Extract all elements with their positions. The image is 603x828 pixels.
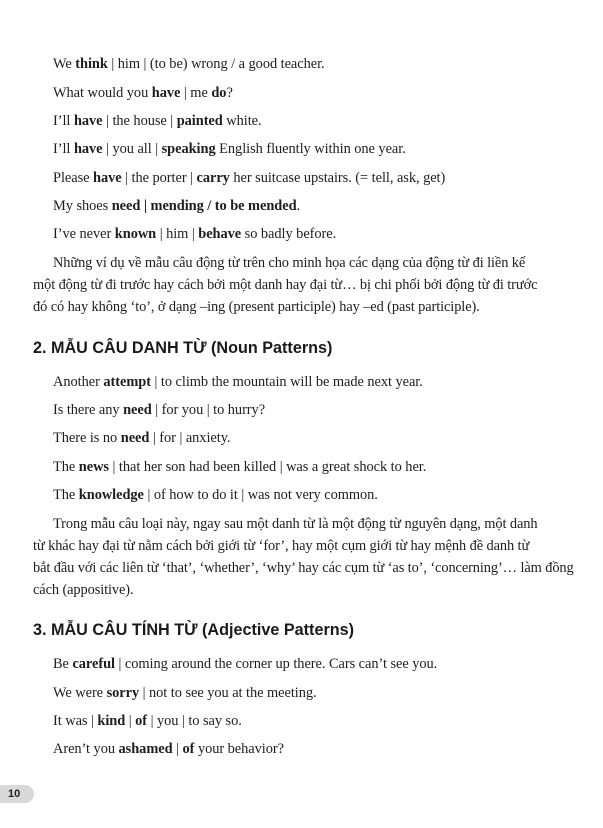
- keyword-text: have: [73, 113, 103, 129]
- example-text: |: [172, 741, 183, 757]
- paragraph-line: Những ví dụ về mẫu câu động từ trên cho minh họa các dạng của động từ đi liền kế: [53, 255, 526, 271]
- noun-example: [53, 401, 265, 419]
- keyword-text: need | mending / to be mended: [111, 198, 297, 214]
- example-text: I’ll: [53, 113, 74, 129]
- keyword-text: speaking: [161, 141, 216, 157]
- example-text: We were: [53, 685, 107, 701]
- keyword-text: carry: [196, 170, 230, 186]
- paragraph-line: một động từ đi trước hay cách bởi một danh hay đại từ… bị chi phối bởi động từ đi trước: [33, 277, 538, 293]
- keyword-text: careful: [72, 656, 115, 672]
- keyword-text: attempt: [103, 374, 151, 390]
- example-text: your behavior?: [194, 741, 284, 757]
- example-text: | you | to say so.: [147, 713, 242, 729]
- verb-example: [53, 225, 336, 243]
- example-text: her suitcase upstairs. (= tell, ask, get): [229, 170, 446, 186]
- paragraph-line: bắt đầu với các liên từ ‘that’, ‘whether’, ‘why’ hay các cụm từ ‘as to’, ‘concerning’… làm đồng: [33, 560, 574, 576]
- verb-example: [53, 197, 300, 215]
- keyword-text: of: [182, 741, 195, 757]
- example-text: There is no: [53, 430, 121, 446]
- keyword-text: sorry: [106, 685, 140, 701]
- paragraph-line: đó có hay không ‘to’, ở dạng –ing (present participle) hay –ed (past participle).: [33, 299, 480, 315]
- example-text: | that her son had been killed | was a great shock to her.: [108, 459, 427, 475]
- example-text: Another: [53, 374, 104, 390]
- example-text: | of how to do it | was not very common.: [143, 487, 378, 503]
- example-text: The: [53, 459, 79, 475]
- example-text: My shoes: [53, 198, 112, 214]
- example-text: The: [53, 487, 79, 503]
- verb-example: [53, 84, 233, 102]
- section-heading-adjective-patterns: 3. MẪU CÂU TÍNH TỪ (Adjective Patterns): [33, 621, 355, 639]
- keyword-text: think: [75, 56, 108, 72]
- adjective-example: [53, 712, 242, 730]
- example-text: | him |: [156, 226, 199, 242]
- noun-example: [53, 458, 426, 476]
- verb-example: [53, 169, 445, 187]
- verb-example: [53, 112, 262, 130]
- keyword-text: painted: [176, 113, 223, 129]
- example-text: | for | anxiety.: [149, 430, 231, 446]
- keyword-text: behave: [198, 226, 242, 242]
- example-text: |: [125, 713, 136, 729]
- example-text: ?: [226, 85, 233, 101]
- paragraph-line: cách (appositive).: [33, 582, 134, 598]
- example-text: It was |: [53, 713, 98, 729]
- noun-example: [53, 429, 230, 447]
- example-text: | the house |: [102, 113, 177, 129]
- adjective-example: [53, 740, 284, 758]
- example-text: so badly before.: [241, 226, 337, 242]
- example-text: | not to see you at the meeting.: [139, 685, 317, 701]
- example-text: Please: [53, 170, 94, 186]
- example-text: | me: [180, 85, 212, 101]
- example-text: We: [53, 56, 76, 72]
- verb-example: [53, 55, 325, 73]
- example-text: Be: [53, 656, 73, 672]
- example-text: | the porter |: [121, 170, 197, 186]
- example-text: What would you: [53, 85, 152, 101]
- keyword-text: known: [114, 226, 157, 242]
- noun-pattern-note: [33, 513, 574, 601]
- example-text: Aren’t you: [53, 741, 119, 757]
- keyword-text: knowledge: [78, 487, 144, 503]
- page-number-tab: [0, 785, 34, 803]
- adjective-example: [53, 684, 317, 702]
- example-text: | coming around the corner up there. Cars can’t see you.: [114, 656, 438, 672]
- noun-example: [53, 373, 423, 391]
- keyword-text: have: [93, 170, 122, 186]
- keyword-text: ashamed: [118, 741, 173, 757]
- keyword-text: need: [123, 402, 152, 418]
- keyword-text: need: [120, 430, 150, 446]
- example-text: | for you | to hurry?: [151, 402, 266, 418]
- example-text: English fluently within one year.: [215, 141, 406, 157]
- example-text: white.: [222, 113, 262, 129]
- example-text: Is there any: [53, 402, 124, 418]
- paragraph-line: Trong mẫu câu loại này, ngay sau một danh từ là một động từ nguyên dạng, một danh: [53, 516, 538, 532]
- example-text: | you all |: [102, 141, 162, 157]
- keyword-text: news: [78, 459, 109, 475]
- noun-example: [53, 486, 378, 504]
- keyword-text: have: [151, 85, 181, 101]
- example-text: I’ve never: [53, 226, 115, 242]
- keyword-text: of: [135, 713, 148, 729]
- section-heading-noun-patterns: 2. MẪU CÂU DANH TỪ (Noun Patterns): [33, 339, 333, 357]
- adjective-example: [53, 655, 437, 673]
- example-text: .: [296, 198, 301, 214]
- paragraph-line: từ khác hay đại từ nằm cách bởi giới từ ‘for’, hay một cụm giới từ hay mệnh đề danh từ: [33, 538, 530, 554]
- example-text: | to climb the mountain will be made next year.: [150, 374, 423, 390]
- verb-example: [53, 140, 406, 158]
- page-number: 10: [8, 788, 21, 800]
- example-text: | him | (to be) wrong / a good teacher.: [107, 56, 325, 72]
- keyword-text: have: [73, 141, 103, 157]
- keyword-text: do: [211, 85, 227, 101]
- keyword-text: kind: [97, 713, 126, 729]
- verb-pattern-note: [33, 252, 553, 318]
- example-text: I’ll: [53, 141, 74, 157]
